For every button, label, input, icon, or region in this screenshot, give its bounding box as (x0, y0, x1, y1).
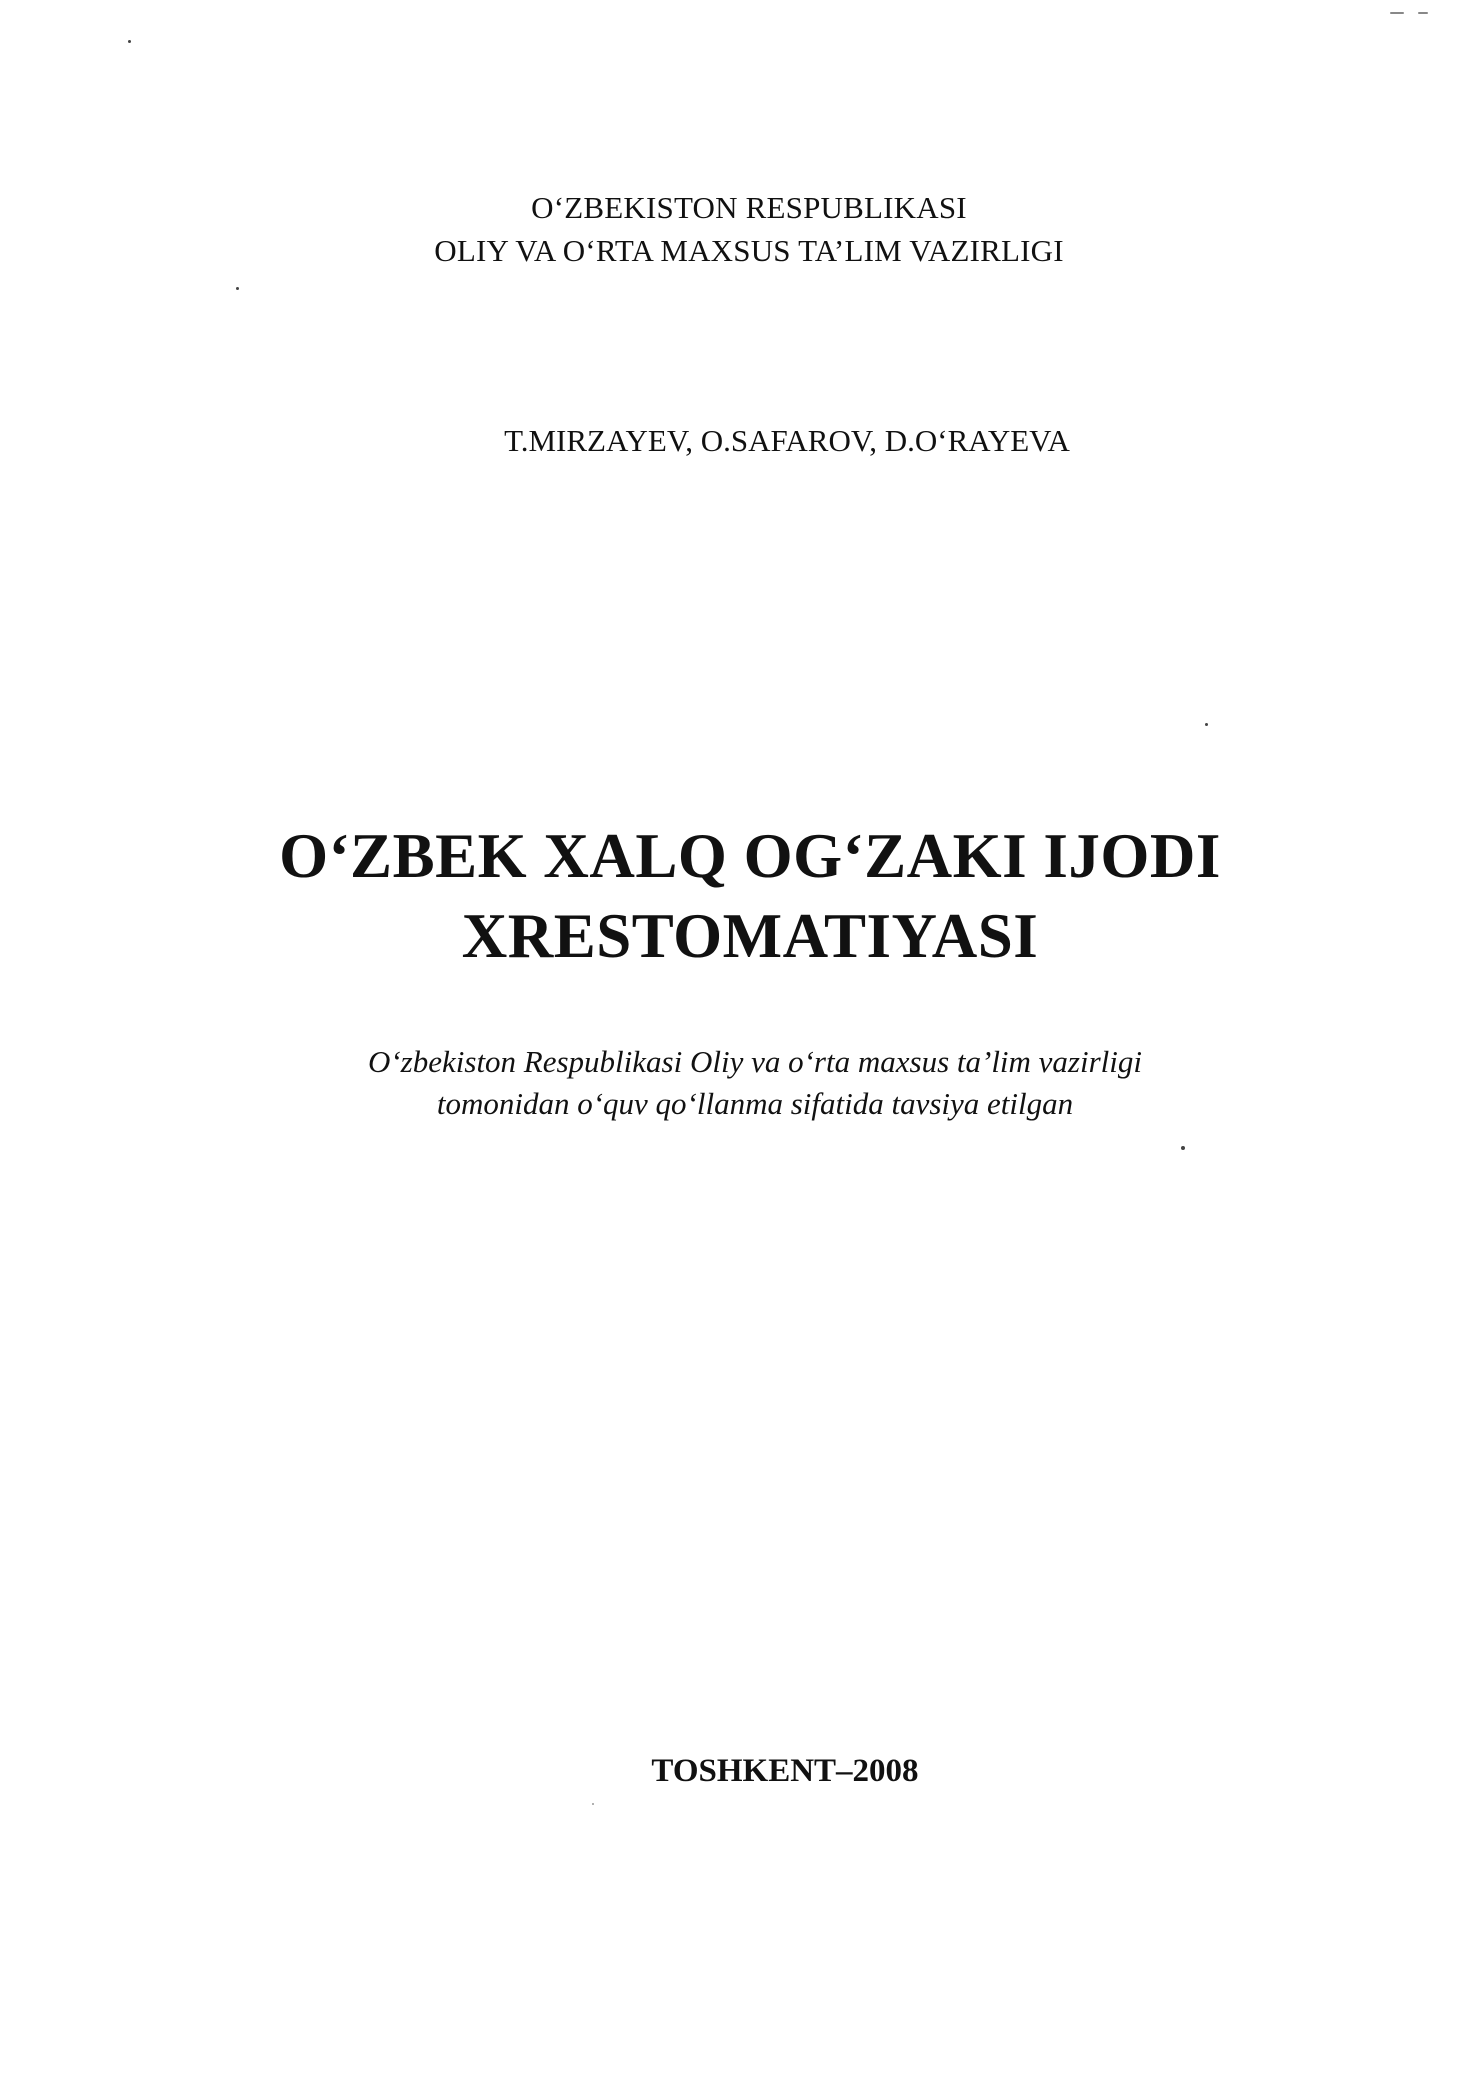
recommendation-line-1: O‘zbekiston Respublikasi Oliy va o‘rta maxsus ta’lim vazirligi (367, 1044, 1143, 1079)
authors: T.MIRZAYEV, O.SAFAROV, D.O‘RAYEVA (504, 423, 1070, 458)
book-title-line-1: O‘ZBEK XALQ OG‘ZAKI IJODI (279, 821, 1221, 891)
ministry-line-1: O‘ZBEKISTON RESPUBLIKASI (531, 190, 967, 225)
scan-speck (592, 1803, 594, 1805)
scan-speck (1418, 12, 1428, 14)
scan-speck (236, 287, 239, 290)
ministry-line-2: OLIY VA O‘RTA MAXSUS TA’LIM VAZIRLIGI (434, 233, 1064, 268)
scan-speck (1205, 723, 1208, 726)
scan-speck (1390, 12, 1404, 14)
scan-speck (1181, 1146, 1185, 1150)
recommendation-line-2: tomonidan o‘quv qo‘llanma sifatida tavsiya etilgan (436, 1086, 1074, 1121)
book-title-line-2: XRESTOMATIYASI (461, 901, 1039, 971)
scan-speck (128, 40, 131, 43)
imprint: TOSHKENT–2008 (651, 1753, 919, 1789)
